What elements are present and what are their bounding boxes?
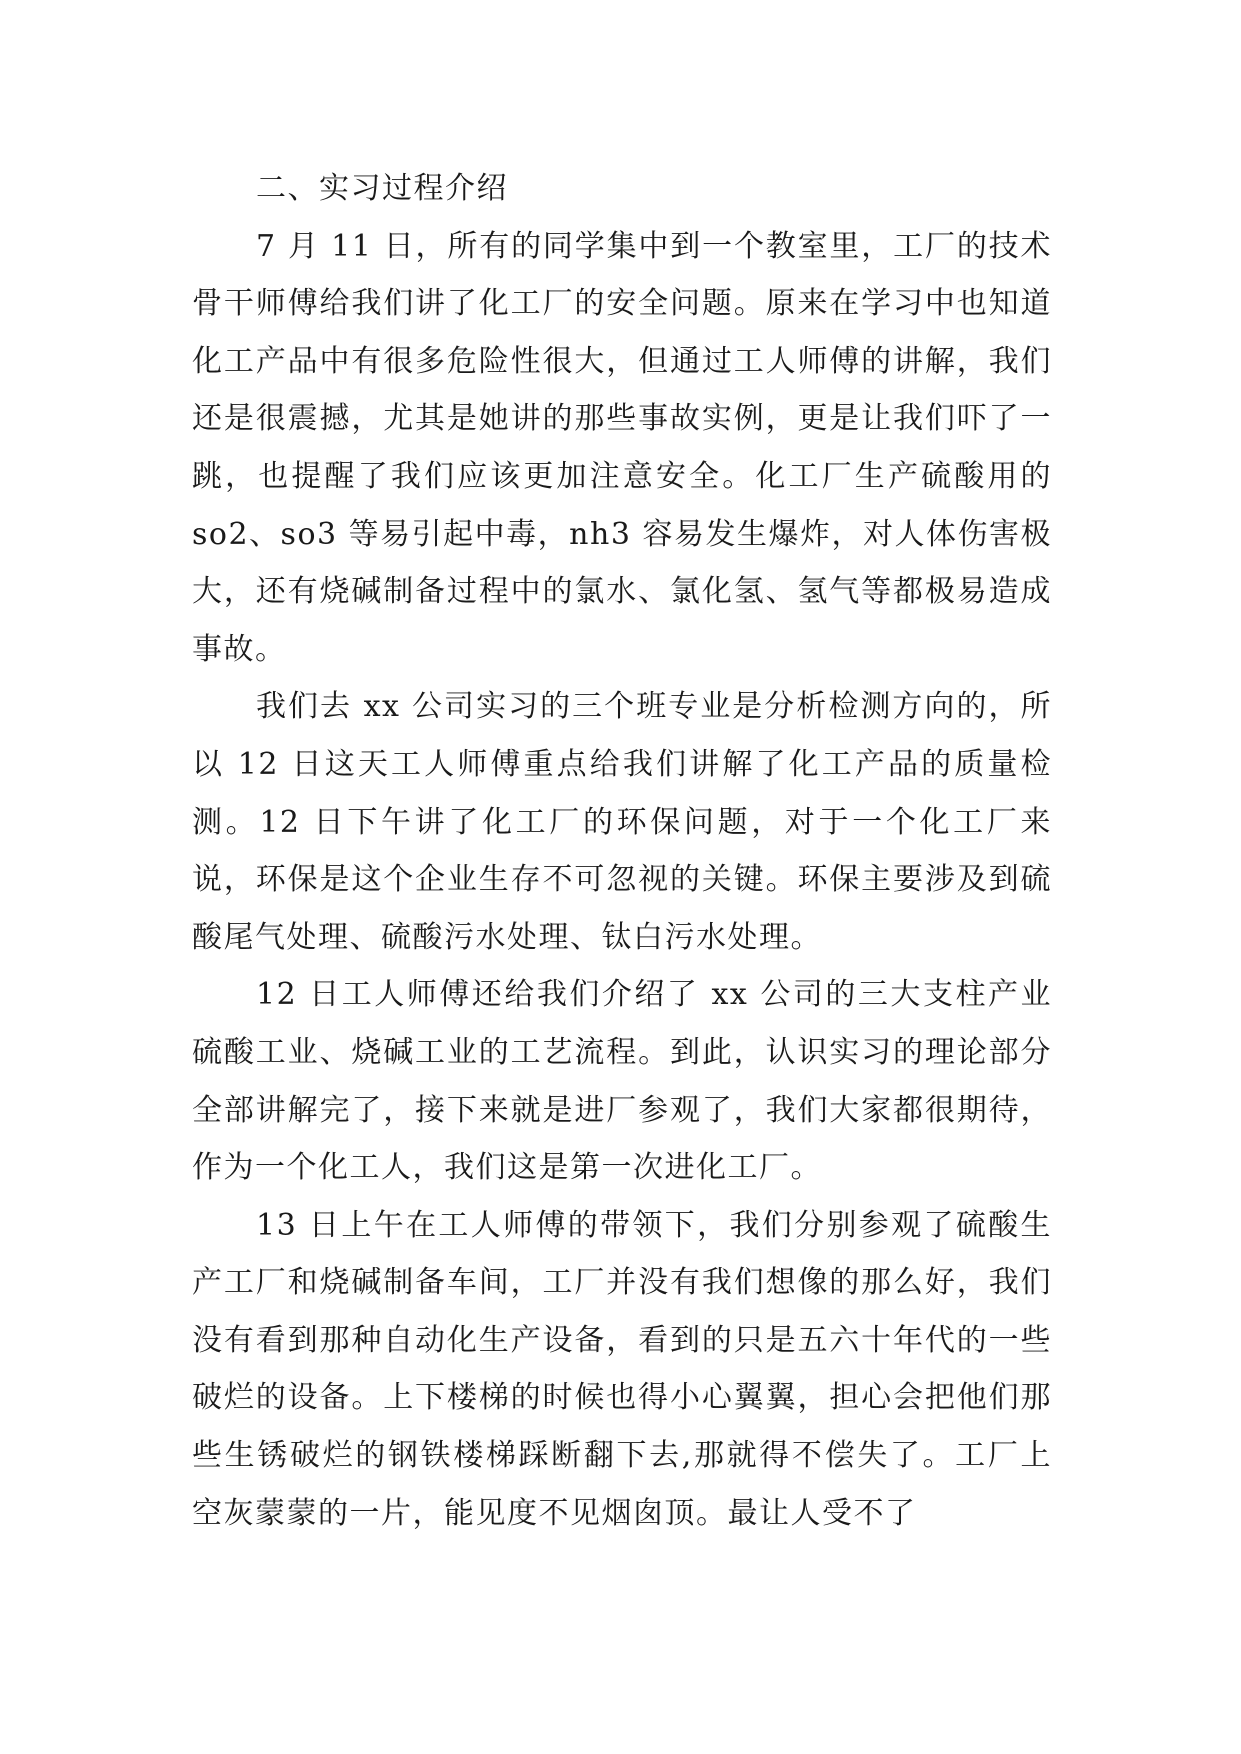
paragraph-safety: 7 月 11 日，所有的同学集中到一个教室里，工厂的技术骨干师傅给我们讲了化工厂的安全问题。原来在学习中也知道化工产品中有很多危险性很大，但通过工人师傅的讲解，我们还是很震撼，尤其是她讲的那些事故实例，更是让我们吓了一跳，也提醒了我们应该更加注意安全。化工厂生产硫酸用的 so2、so3 等易引起中毒，nh3 容易发生爆炸，对人体伤害极大，还有烧碱制备过程中的氯水、氯化氢、氢气等都极易造成事故。: [192, 228, 1052, 667]
document-body: [192, 160, 1052, 1542]
section-heading: 二、实习过程介绍: [256, 171, 508, 206]
paragraph-process-flow: 12 日工人师傅还给我们介绍了 xx 公司的三大支柱产业硫酸工业、烧碱工业的工艺流程。到此，认识实习的理论部分全部讲解完了，接下来就是进厂参观了，我们大家都很期待，作为一个化工人，我们这是第一次进化工厂。: [192, 977, 1052, 1186]
paragraph-factory-visit: 13 日上午在工人师傅的带领下，我们分别参观了硫酸生产工厂和烧碱制备车间，工厂并没有我们想像的那么好，我们没有看到那种自动化生产设备，看到的只是五六十年代的一些破烂的设备。上下楼梯的时候也得小心翼翼，担心会把他们那些生锈破烂的钢铁楼梯踩断翻下去,那就得不偿失了。工厂上空灰蒙蒙的一片，能见度不见烟囱顶。最让人受不了: [192, 1207, 1052, 1531]
paragraph-quality-environment: 我们去 xx 公司实习的三个班专业是分析检测方向的，所以 12 日这天工人师傅重点给我们讲解了化工产品的质量检测。12 日下午讲了化工厂的环保问题，对于一个化工厂来说，环保是这个企业生存不可忽视的关键。环保主要涉及到硫酸尾气处理、硫酸污水处理、钛白污水处理。: [192, 689, 1052, 955]
